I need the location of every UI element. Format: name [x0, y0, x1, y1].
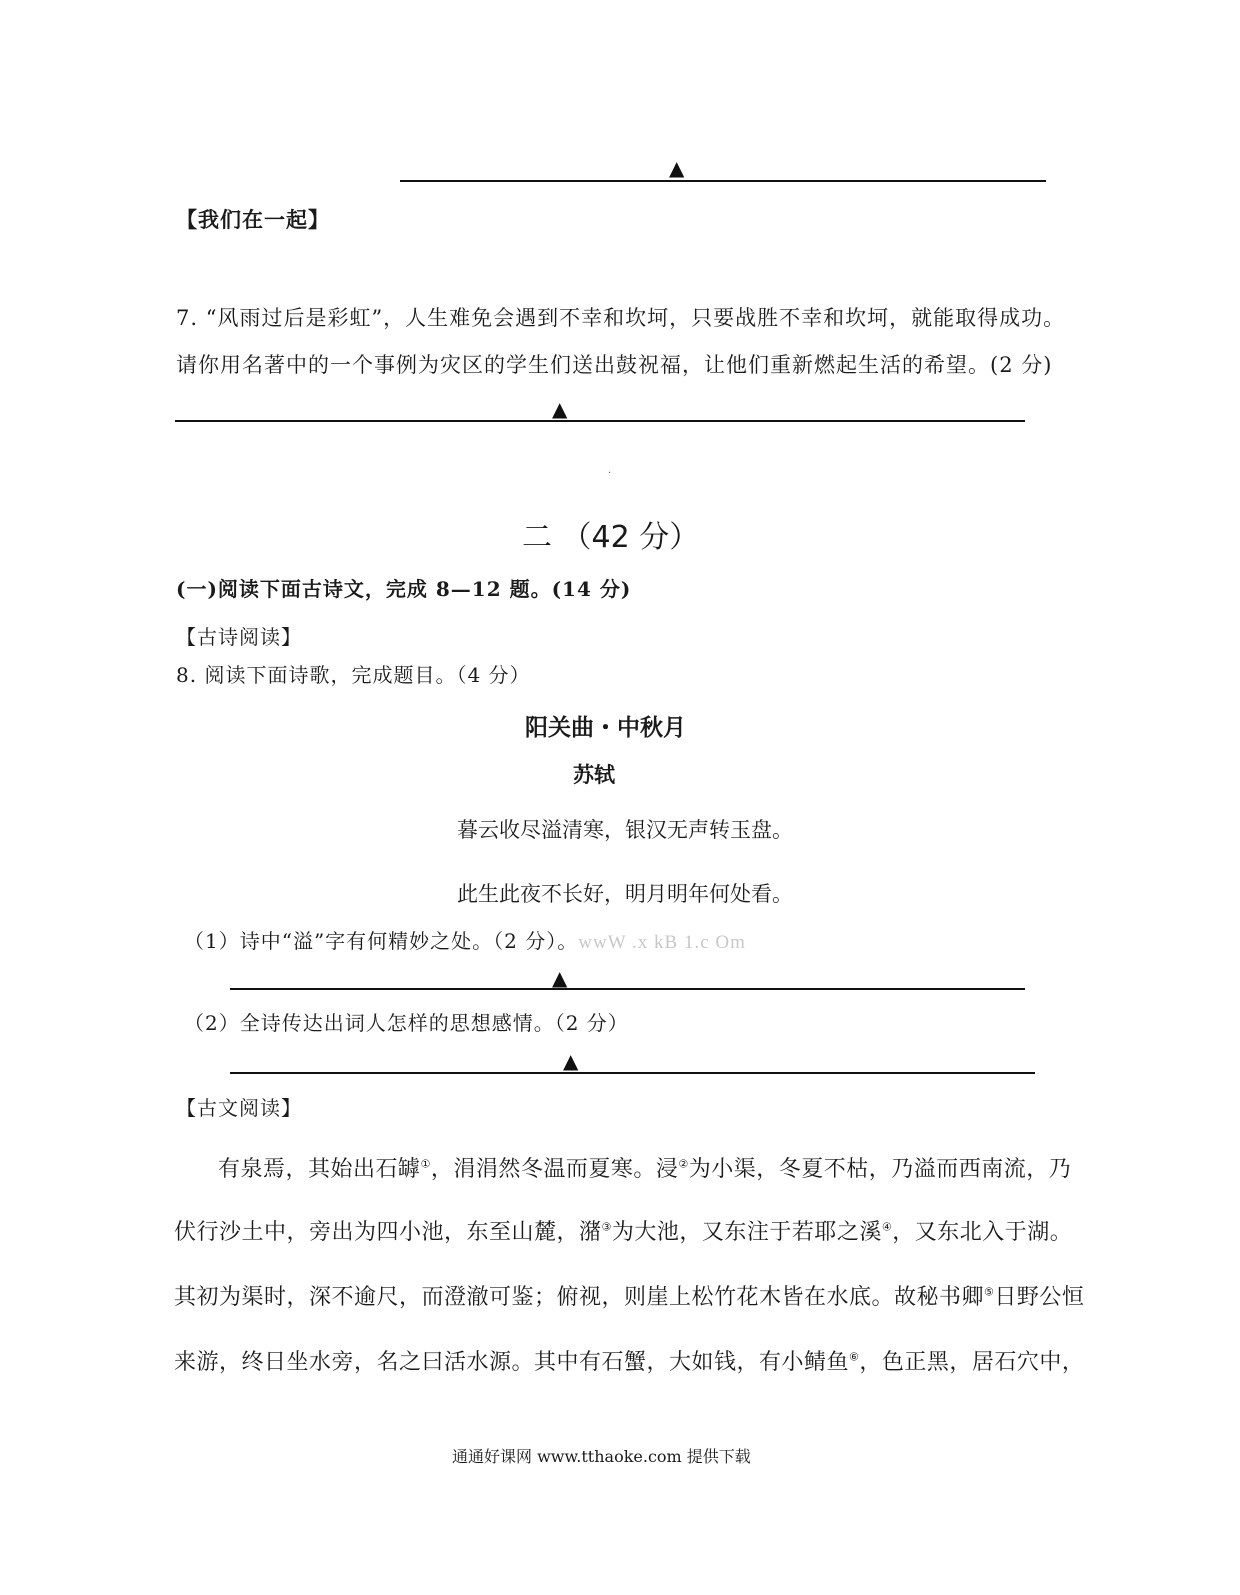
- q7-line2: 请你用名著中的一个事例为灾区的学生们送出鼓祝福，让他们重新燃起生活的希望。(2 分): [176, 353, 1053, 377]
- heading-prose-reading: 【古文阅读】: [176, 1096, 302, 1120]
- answer-marker: ▲: [552, 397, 568, 421]
- prose-text: 为大池，又东注于若耶之溪: [611, 1220, 882, 1245]
- answer-line[interactable]: [230, 1072, 1035, 1074]
- q8-1: [184, 925, 746, 954]
- heading-poem-reading: 【古诗阅读】: [176, 625, 302, 649]
- prose-text: ，色正黑，居石穴中，: [859, 1350, 1085, 1375]
- page-footer: 通通好课网 www.tthaoke.com 提供下载: [452, 1447, 751, 1466]
- footnote-ref: ⑥: [849, 1350, 860, 1364]
- prose-text: ，涓涓然冬温而夏寒。浸: [430, 1157, 679, 1182]
- prose-text: 日野公恒: [994, 1285, 1085, 1310]
- prose-line-2: [174, 1215, 1072, 1246]
- prose-text: ，又东北入于湖。: [892, 1220, 1073, 1245]
- watermark-text: wwW .x kB 1.c Om: [578, 932, 746, 953]
- q7-line1: 7. “风雨过后是彩虹”，人生难免会遇到不幸和坎坷，只要战胜不幸和坎坷，就能取得成功。: [176, 306, 1066, 330]
- answer-marker: ▲: [552, 966, 568, 990]
- prose-text: 来游，终日坐水旁，名之曰活水源。其中有石蟹，大如钱，有小鲭鱼: [174, 1350, 850, 1375]
- prose-line-3: [174, 1280, 1084, 1311]
- q8-1-text: （1）诗中“溢”字有何精妙之处。（2 分）。: [184, 929, 579, 953]
- answer-marker: ▲: [563, 1049, 579, 1073]
- q8-intro: 8. 阅读下面诗歌，完成题目。（4 分）: [176, 663, 531, 687]
- footnote-ref: ①: [420, 1157, 431, 1171]
- poem-line1: 暮云收尽溢清寒，银汉无声转玉盘。: [457, 818, 793, 842]
- prose-line-4: [174, 1345, 1084, 1376]
- stray-dot: ·: [608, 468, 612, 479]
- footnote-ref: ③: [601, 1220, 612, 1234]
- poem-author: 苏轼: [573, 763, 615, 787]
- footnote-ref: ②: [678, 1157, 689, 1171]
- answer-line[interactable]: [175, 420, 1025, 422]
- answer-line[interactable]: [400, 180, 1046, 182]
- answer-marker: ▲: [669, 156, 685, 180]
- poem-title: 阳关曲・中秋月: [525, 715, 686, 741]
- heading-together: 【我们在一起】: [176, 207, 330, 232]
- answer-line[interactable]: [230, 988, 1025, 990]
- footnote-ref: ⑤: [984, 1285, 995, 1299]
- q8-2: （2）全诗传达出词人怎样的思想感情。（2 分）: [184, 1011, 629, 1035]
- section2-title: 二 （42 分）: [522, 520, 700, 555]
- prose-text: 伏行沙土中，旁出为四小池，东至山麓，潴: [174, 1220, 602, 1245]
- footnote-ref: ④: [881, 1220, 893, 1234]
- part1-instruction: (一)阅读下面古诗文，完成 8—12 题。(14 分): [176, 577, 632, 601]
- prose-text: 为小渠，冬夏不枯，乃溢而西南流，乃: [688, 1157, 1072, 1182]
- poem-line2: 此生此夜不长好，明月明年何处看。: [457, 882, 793, 906]
- prose-line-1: [218, 1152, 1071, 1183]
- prose-text: 有泉焉，其始出石罅: [218, 1157, 421, 1182]
- prose-text: 其初为渠时，深不逾尺，而澄澈可鉴；俯视，则崖上松竹花木皆在水底。故秘书卿: [174, 1285, 985, 1310]
